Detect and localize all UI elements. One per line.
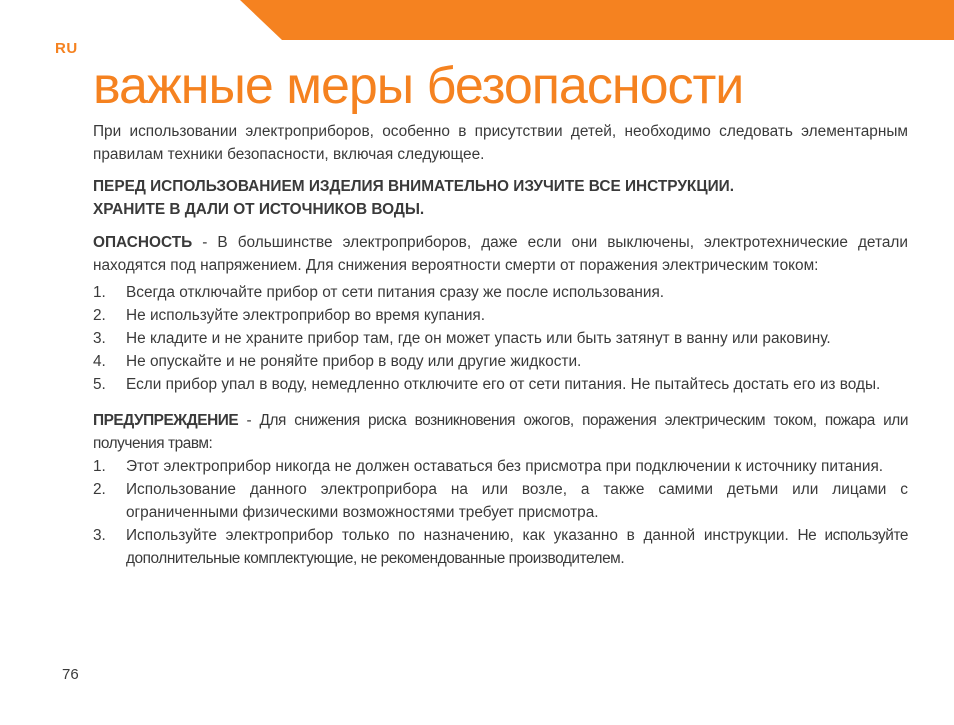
intro-paragraph: При использовании электроприборов, особенно в присутствии детей, необходимо следовать элементарным правилам техники безопасности, включая следующее. — [93, 123, 908, 163]
header-orange-tab — [0, 0, 954, 40]
list-item-text: Всегда отключайте прибор от сети питания сразу же после использования. — [126, 284, 665, 301]
danger-paragraph — [93, 231, 908, 277]
list-item-text: Не опускайте и не роняйте прибор в воду или другие жидкости. — [126, 353, 582, 370]
warning-label: ПРЕДУПРЕЖДЕНИЕ — [93, 412, 239, 429]
page-number: 76 — [62, 666, 79, 683]
danger-list — [93, 281, 908, 396]
warning-list — [93, 455, 908, 570]
list-item-number: 5. — [93, 376, 106, 393]
notice-line-2: ХРАНИТЕ В ДАЛИ ОТ ИСТОЧНИКОВ ВОДЫ. — [93, 201, 425, 218]
list-item-text: Используйте электроприбор только по назначению, как указанно в данной инструкции. — [126, 527, 789, 544]
list-item-number: 1. — [93, 284, 106, 301]
language-label: RU — [55, 40, 78, 57]
list-item — [93, 350, 908, 373]
list-item-text: Если прибор упал в воду, немедленно отключите его от сети питания. Не пытайтесь достать его из воды. — [126, 376, 881, 393]
page-title: важные меры безопасности — [93, 57, 744, 115]
list-item-text: Не используйте электроприбор во время купания. — [126, 307, 486, 324]
notice-line-1: ПЕРЕД ИСПОЛЬЗОВАНИЕМ ИЗДЕЛИЯ ВНИМАТЕЛЬНО ИЗУЧИТЕ ВСЕ ИНСТРУКЦИИ. — [93, 178, 734, 195]
list-item-text: Не кладите и не храните прибор там, где он может упасть или быть затянут в ванну или раковину. — [126, 330, 831, 347]
main-content — [93, 120, 908, 570]
list-item-number: 2. — [93, 307, 106, 324]
list-item — [93, 281, 908, 304]
list-item-number: 3. — [93, 330, 106, 347]
danger-label: ОПАСНОСТЬ — [93, 234, 193, 251]
list-item-number: 1. — [93, 458, 106, 475]
warning-text: - Для снижения риска возникновения ожогов, поражения электрическим током, пожара или получения травм: — [93, 412, 908, 452]
list-item — [93, 524, 908, 570]
list-item-text: Этот электроприбор никогда не должен оставаться без присмотра при подключении к источнику питания. — [126, 458, 884, 475]
list-item — [93, 304, 908, 327]
danger-text: - В большинстве электроприборов, даже если они выключены, электротехнические детали находятся под напряжением. Для снижения вероятности смерти от поражения электрическим током: — [93, 234, 908, 274]
list-item-text: Использование данного электроприбора на или возле, а также самими детьми или лицами с ограниченными физическими возможностями требует присмотра. — [126, 481, 908, 521]
list-item-text-continued: Не используйте дополнительные комплектующие, не рекомендованные производителем. — [126, 527, 908, 567]
list-item-number: 3. — [93, 527, 106, 544]
list-item — [93, 327, 908, 350]
list-item — [93, 478, 908, 524]
list-item-number: 4. — [93, 353, 106, 370]
warning-paragraph — [93, 409, 908, 455]
instructions-notice — [93, 175, 908, 221]
list-item — [93, 455, 908, 478]
list-item-number: 2. — [93, 481, 106, 498]
list-item — [93, 373, 908, 396]
